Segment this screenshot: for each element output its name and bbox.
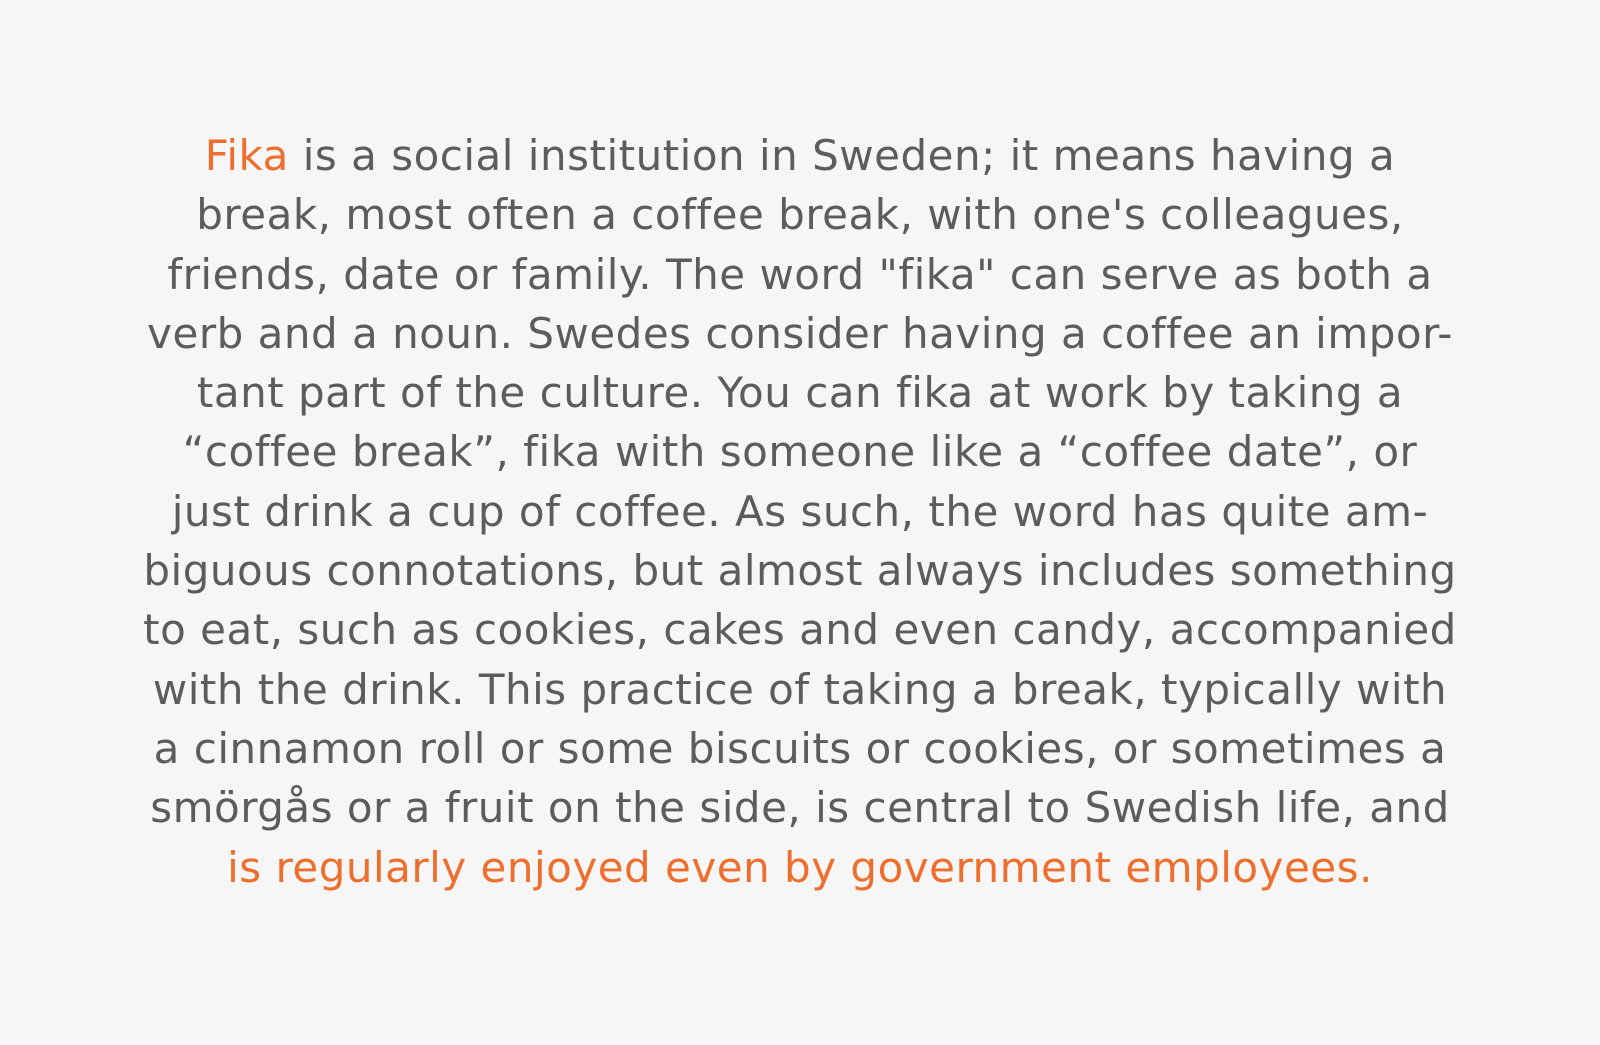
highlight-word-fika: Fika xyxy=(204,131,289,180)
paragraph-line-6: “coffee break”, fika with someone like a “coffee date”, or xyxy=(182,427,1418,477)
paragraph-line-2: break, most often a coffee break, with one's colleagues, xyxy=(196,190,1404,240)
paragraph-line-10: with the drink. This practice of taking a break, typically with xyxy=(152,664,1448,714)
paragraph-line-9: to eat, such as cookies, cakes and even candy, accompanied xyxy=(143,605,1457,655)
paragraph-line-7: just drink a cup of coffee. As such, the word has quite am- xyxy=(171,486,1429,536)
paragraph-line-8: biguous connotations, but almost always includes something xyxy=(143,546,1457,596)
paragraph-line-12: smörgås or a fruit on the side, is central to Swedish life, and xyxy=(150,783,1450,833)
paragraph-line-4: verb and a noun. Swedes consider having a coffee an impor- xyxy=(147,308,1453,358)
paragraph-line-3: friends, date or family. The word "fika" can serve as both a xyxy=(167,249,1433,299)
paragraph-line-1 xyxy=(50,126,1550,185)
paragraph-line-5: tant part of the culture. You can fika at work by taking a xyxy=(196,368,1404,418)
paragraph-line-11: a cinnamon roll or some biscuits or cookies, or sometimes a xyxy=(153,723,1447,773)
fika-paragraph xyxy=(50,126,1550,897)
paragraph-line-13-highlight: is regularly enjoyed even by government employees. xyxy=(227,842,1373,892)
line-text: is a social institution in Sweden; it means having a xyxy=(288,131,1396,180)
